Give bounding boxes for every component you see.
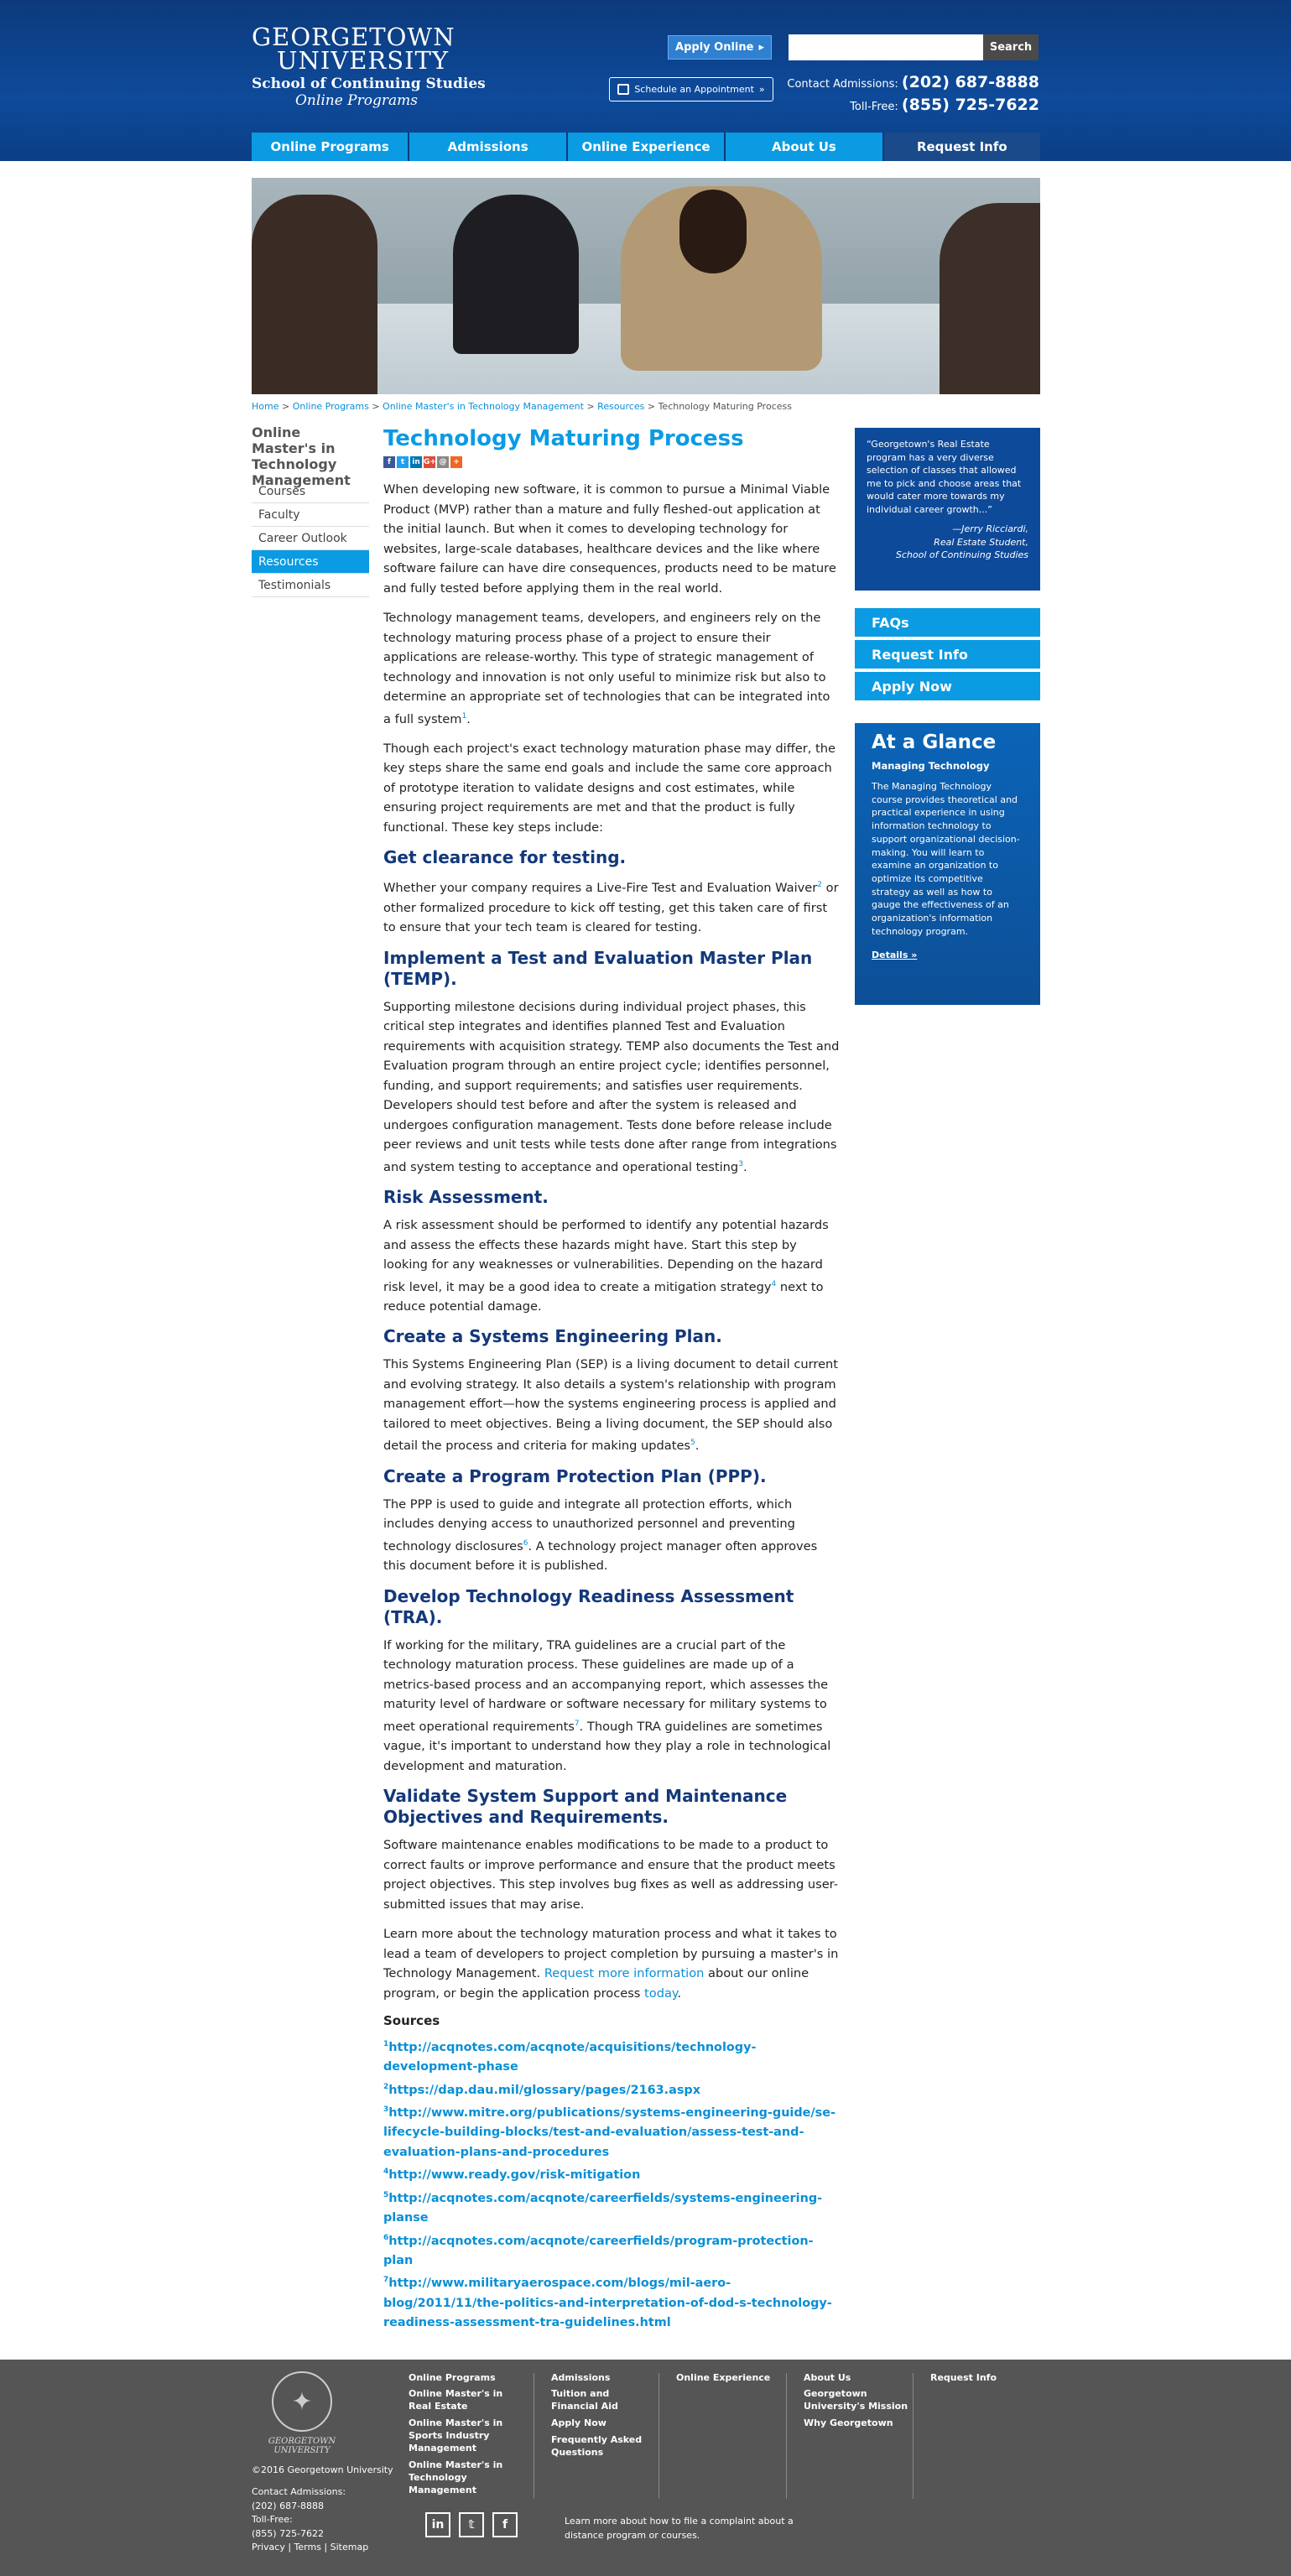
footer-tuition-link[interactable]: Tuition and Financial Aid	[551, 2388, 618, 2412]
hero-image	[252, 178, 1040, 394]
source-number: 5	[383, 2190, 389, 2199]
more-share-icon[interactable]: +	[450, 456, 462, 468]
sidebar-nav	[252, 480, 369, 597]
source-item[interactable]	[383, 2162, 841, 2185]
calendar-icon	[617, 84, 629, 95]
sidebar-item-resources[interactable]: Resources	[252, 550, 369, 574]
final-text-b: about our online program, or begin the application process	[383, 1966, 809, 2001]
sidebar-item-testimonials[interactable]: Testimonials	[252, 574, 369, 597]
heading-tra: Develop Technology Readiness Assessment (TRA).	[383, 1585, 794, 1627]
quote-school: School of Continuing Studies	[895, 549, 1028, 560]
temp-text: Supporting milestone decisions during individual project phases, this critical step integrates and identifies planned Test and Evaluation requirements with acquisition strategy. TEMP also documents the Test and Evaluation program through an entire project cycle; identifies personnel, funding, and support requirements; and satisfies user requirements. Developers should test before and after the system is released and undergoes configuration management. Tests done before release include peer reviews and unit tests while tests done after range from integrations and system testing to acceptance and operational testing	[383, 999, 840, 1174]
facebook-icon[interactable]: f	[492, 2512, 518, 2537]
facebook-share-icon[interactable]: f	[383, 456, 395, 468]
quote-author: —Jerry Ricciardi,	[952, 523, 1028, 534]
source-link[interactable]: http://acqnotes.com/acqnote/careerfields/program-protection-plan	[383, 2234, 814, 2267]
source-number: 3	[383, 2105, 389, 2115]
georgetown-logo[interactable]	[252, 25, 486, 109]
footer-contact-label: Contact Admissions:	[252, 2486, 346, 2497]
breadcrumb	[252, 401, 792, 412]
heading-risk: Risk Assessment.	[383, 1187, 549, 1208]
final-text-c: .	[677, 1985, 682, 2001]
sidebar-item-career-outlook[interactable]: Career Outlook	[252, 527, 369, 550]
article	[383, 424, 841, 2334]
source-link[interactable]: http://acqnotes.com/acqnote/acquisitions/technology-development-phase	[383, 2040, 757, 2074]
paragraph-clearance	[383, 876, 841, 937]
footnote-ref[interactable]: 1	[461, 711, 467, 721]
hero-person-center-left	[453, 195, 579, 354]
footer-why-georgetown-link[interactable]: Why Georgetown	[804, 2417, 893, 2428]
twitter-share-icon[interactable]: t	[397, 456, 409, 468]
footer-apply-now-link[interactable]: Apply Now	[551, 2417, 606, 2428]
linkedin-icon[interactable]: in	[425, 2512, 450, 2537]
footnote-ref[interactable]: 2	[817, 881, 823, 890]
share-bar	[383, 456, 841, 468]
breadcrumb-separator: >	[583, 401, 598, 412]
heading-clearance: Get clearance for testing.	[383, 847, 627, 868]
source-number: 4	[383, 2167, 389, 2177]
risk-text-a: A risk assessment should be performed to identify any potential hazards and assess the effects these hazards might have. Start this step by looking for any weaknesses or vulnerabilities. Depending on the hazard risk level, it may be a good idea to create a mitigation strategy	[383, 1218, 829, 1294]
footer-technology-link[interactable]: Online Master's in Technology Management	[409, 2459, 503, 2495]
ppp-text-a: The PPP is used to guide and integrate all protection efforts, which includes denying access to unauthorized personnel and preventing technology disclosures	[383, 1496, 795, 1553]
quote-role: Real Estate Student,	[934, 536, 1028, 548]
tra-text-a: If working for the military, TRA guidelines are a crucial part of the technology maturation process. These guidelines are made up of a metrics-based process and an accompanying report, which assesses the maturity level of hardware or software necessary for military systems to meet operational requirements	[383, 1637, 829, 1734]
nav-admissions[interactable]: Admissions	[409, 133, 567, 161]
final-text-a: Learn more about the technology maturation process and what it takes to lead a team of developers to project completion by pursuing a master's in Technology Management.	[383, 1927, 839, 1981]
clearance-text-b: or other formalized procedure to kick off testing, get this taken care of first to ensure that your tech team is cleared for testing.	[383, 881, 839, 935]
heading-validate: Validate System Support and Maintenance Objectives and Requirements.	[383, 1786, 788, 1828]
risk-text-b: next to reduce potential damage.	[383, 1279, 824, 1314]
source-item[interactable]	[383, 2271, 841, 2333]
glance-subtitle: Managing Technology	[872, 760, 990, 772]
heading-temp: Implement a Test and Evaluation Master Plan (TEMP).	[383, 947, 813, 989]
breadcrumb-home[interactable]: Home	[252, 401, 279, 412]
footer-university-name: GEORGETOWN UNIVERSITY	[268, 2437, 336, 2455]
breadcrumb-resources[interactable]: Resources	[597, 401, 645, 412]
footer-col-online-programs	[409, 2371, 526, 2501]
footer-col-about-us	[804, 2371, 921, 2433]
breadcrumb-separator: >	[644, 401, 659, 412]
source-number: 7	[383, 2276, 389, 2285]
nav-online-experience[interactable]: Online Experience	[568, 133, 726, 161]
footer-logo[interactable]	[252, 2371, 352, 2455]
sidebar-item-faculty[interactable]: Faculty	[252, 503, 369, 527]
source-item[interactable]	[383, 2186, 841, 2229]
hero-person-left	[252, 195, 377, 394]
footnote-ref[interactable]: 5	[690, 1439, 695, 1448]
apply-online-label: Apply Online	[675, 41, 754, 54]
university-seal-icon: ✦	[272, 2371, 332, 2432]
chevron-right-icon: ▸	[758, 41, 764, 54]
at-a-glance-box	[855, 723, 1040, 1005]
sources-heading: Sources	[383, 2013, 440, 2029]
quote-text: “Georgetown's Real Estate program has a very diverse selection of classes that allowed me to pick and choose areas that would cater more towards my individual career growth...”	[867, 439, 1022, 515]
footer-admissions-link[interactable]: Admissions	[551, 2372, 611, 2383]
paragraph-validate: Software maintenance enables modifications to be made to a product to correct faults or improve performance and ensure that the product meets project objectives. This step involves bug fixes as well as addressing user-submitted issues that may arise.	[383, 1838, 839, 1912]
footnote-ref[interactable]: 7	[574, 1719, 580, 1728]
footnote-ref[interactable]: 6	[523, 1538, 528, 1548]
hero-person-center-head	[679, 190, 747, 273]
footer-legal-links[interactable]: Privacy | Terms | Sitemap	[252, 2542, 369, 2553]
footer-online-experience-link[interactable]: Online Experience	[676, 2372, 771, 2383]
paragraph-3: Though each project's exact technology maturation phase may differ, the key steps share the same end goals and include the same core approach of prototype iteration to validate designs and cost estimates, while ensuring project requirements are met and that the product is fully functional. These key steps include:	[383, 741, 836, 835]
footer-online-programs-link[interactable]: Online Programs	[409, 2372, 496, 2383]
heading-ppp: Create a Program Protection Plan (PPP).	[383, 1465, 767, 1486]
footer-mission-link[interactable]: Georgetown University's Mission	[804, 2388, 908, 2412]
breadcrumb-separator: >	[368, 401, 383, 412]
source-number: 2	[383, 2082, 389, 2091]
breadcrumb-current: Technology Maturing Process	[658, 401, 792, 412]
nav-about-us[interactable]: About Us	[726, 133, 883, 161]
breadcrumb-online-programs[interactable]: Online Programs	[292, 401, 369, 412]
main-nav	[252, 133, 1040, 161]
intro-paragraph: When developing new software, it is common to pursue a Minimal Viable Product (MVP) rather than a mature and fully fleshed-out application at the initial launch. But when it comes to developing technology for websites, large-scale databases, healthcare devices and the like where software failure can have dire consequences, products need to be mature and fully tested before applying them in the real world.	[383, 482, 836, 596]
email-share-icon[interactable]: @	[437, 456, 449, 468]
source-number: 1	[383, 2040, 389, 2049]
footer-tollfree-label: Toll-Free:	[252, 2514, 293, 2525]
sep-text: This Systems Engineering Plan (SEP) is a living document to detail current and evolving strategy. It also details a system's relationship with program management effort—how the systems engineering process is applied and tailored to meet objectives. Being a living document, the SEP should also detail the process and criteria for making updates	[383, 1357, 839, 1454]
sidebar-title: Online Master's in Technology Management	[252, 424, 351, 488]
tollfree-label: Toll-Free:	[850, 101, 898, 113]
side-links	[855, 608, 1040, 704]
source-link[interactable]: http://www.mitre.org/publications/systems-engineering-guide/se-lifecycle-building-blocks/test-and-evaluation/assess-test-and-evaluation-plans-and-procedures	[383, 2105, 836, 2159]
sources-list	[383, 2035, 841, 2334]
paragraph-tra	[383, 1636, 841, 1776]
footer-real-estate-link[interactable]: Online Master's in Real Estate	[409, 2388, 503, 2412]
footer-col-request-info	[930, 2371, 1031, 2387]
footer-tollfree-phone[interactable]: (855) 725-7622	[252, 2527, 325, 2539]
hero-person-right	[940, 203, 1040, 394]
logo-line-2: UNIVERSITY	[277, 46, 450, 75]
quote-attribution	[867, 523, 1028, 562]
site-header	[0, 0, 1291, 161]
footnote-ref[interactable]: 4	[771, 1279, 777, 1288]
logo-line-4: Online Programs	[295, 92, 418, 109]
footer-about-us-link[interactable]: About Us	[804, 2372, 851, 2383]
footer-faq-link[interactable]: Frequently Asked Questions	[551, 2434, 643, 2458]
footnote-ref[interactable]: 3	[738, 1159, 743, 1168]
googleplus-share-icon[interactable]: G+	[424, 458, 436, 466]
glance-text: The Managing Technology course provides theoretical and practical experience in using information technology to support organizational decision-making. You will learn to examine an organization to optimize its competitive strategy as well as how to gauge the effectiveness of an organization's information technology program.	[872, 781, 1020, 937]
paragraph-final	[383, 1924, 841, 2003]
source-item[interactable]	[383, 2229, 841, 2272]
contact-admissions-label: Contact Admissions:	[787, 78, 898, 91]
faqs-button[interactable]: FAQs	[855, 608, 1040, 637]
site-footer	[0, 2360, 1291, 2576]
nav-online-programs[interactable]: Online Programs	[252, 133, 409, 161]
sidebar-item-courses[interactable]: Courses	[252, 480, 369, 503]
source-link[interactable]: http://www.ready.gov/risk-mitigation	[388, 2168, 641, 2183]
heading-sep: Create a Systems Engineering Plan.	[383, 1326, 722, 1347]
testimonial-quote	[855, 428, 1040, 591]
source-link[interactable]: http://www.militaryaerospace.com/blogs/mil-aero-blog/2011/11/the-politics-and-interpretation-of-dod-s-technology-readiness-assessment-tra-guidelines.html	[383, 2277, 832, 2330]
apply-today-link[interactable]: today	[644, 1985, 678, 2001]
glance-title: At a Glance	[872, 731, 997, 753]
footer-col-online-experience	[676, 2371, 785, 2387]
paragraph-ppp	[383, 1495, 841, 1576]
schedule-appointment-button[interactable]	[609, 77, 773, 101]
source-link[interactable]: http://acqnotes.com/acqnote/careerfields/systems-engineering-planse	[383, 2191, 823, 2225]
source-item[interactable]	[383, 2078, 841, 2100]
paragraph-2: Technology management teams, developers, and engineers rely on the technology maturing process phase of a project to ensure their applications are release-worthy. This type of strategic management of technology and innovation is not only useful to minimize risk but also to determine an appropriate set of technologies that can be integrated into a full system$^1$.	[383, 611, 830, 726]
twitter-icon[interactable]: 𝕥	[459, 2512, 484, 2537]
double-chevron-icon: »	[758, 84, 765, 95]
nav-request-info[interactable]: Request Info	[884, 133, 1040, 161]
request-more-information-link[interactable]: Request more information	[544, 1966, 705, 1981]
breadcrumb-separator: >	[279, 401, 293, 412]
source-number: 6	[383, 2233, 389, 2242]
footer-contact-phone[interactable]: (202) 687-8888	[252, 2500, 325, 2511]
request-info-button[interactable]: Request Info	[855, 640, 1040, 669]
search-input[interactable]	[789, 34, 983, 60]
paragraph-temp: Supporting milestone decisions during individual project phases, this critical step integrates and identifies planned Test and Evaluation requirements with acquisition strategy. TEMP also documents the Test and Evaluation program through an entire project cycle; identifies personnel, funding, and support requirements; and satisfies user requirements. Developers should test before and after the system is released and undergoes configuration management. Tests done before release include peer reviews and unit tests while tests done after range from integrations and system testing to acceptance and operational testing$^3$.	[383, 999, 840, 1174]
tra-text-b: . Though TRA guidelines are sometimes vague, it's important to understand how they play a role in technological development and maturation.	[383, 1719, 831, 1773]
footer-sports-link[interactable]: Online Master's in Sports Industry Management	[409, 2417, 503, 2454]
footer-request-info-link[interactable]: Request Info	[930, 2372, 997, 2383]
tollfree-phone[interactable]: (855) 725-7622	[901, 96, 1039, 114]
ppp-text-b: . A technology project manager often approves this document before it is published.	[383, 1538, 818, 1574]
linkedin-share-icon[interactable]: in	[410, 456, 422, 468]
glance-details-link[interactable]: Details »	[872, 950, 918, 961]
apply-online-button[interactable]	[668, 35, 772, 60]
paragraph-risk	[383, 1215, 841, 1316]
source-item[interactable]	[383, 2035, 841, 2078]
apply-now-button[interactable]: Apply Now	[855, 672, 1040, 700]
logo-line-1: GEORGETOWN	[252, 23, 455, 51]
appointment-label: Schedule an Appointment	[634, 84, 754, 95]
footer-divider	[786, 2373, 787, 2499]
paragraph-sep: This Systems Engineering Plan (SEP) is a living document to detail current and evolving strategy. It also details a system's relationship with program management effort—how the systems engineering process is applied and tailored to meet objectives. Being a living document, the SEP should also detail the process and criteria for making updates$^5$.	[383, 1357, 839, 1454]
footer-divider	[913, 2373, 914, 2499]
logo-line-3: School of Continuing Studies	[252, 75, 486, 92]
footer-copyright: ©2016 Georgetown University	[252, 2464, 393, 2475]
paragraph-2-text: Technology management teams, developers, and engineers rely on the technology maturing process phase of a project to ensure their applications are release-worthy. This type of strategic management of technology and innovation is not only useful to minimize risk but also to determine an appropriate set of technologies that can be integrated into a full system	[383, 611, 830, 726]
source-link[interactable]: https://dap.dau.mil/glossary/pages/2163.aspx	[388, 2083, 700, 2097]
breadcrumb-masters[interactable]: Online Master's in Technology Management	[383, 401, 584, 412]
footer-col-admissions	[551, 2371, 652, 2463]
source-item[interactable]	[383, 2100, 841, 2162]
header-contact	[787, 72, 1039, 117]
footer-social	[425, 2512, 518, 2537]
search-button[interactable]: Search	[983, 34, 1039, 60]
footer-contact	[252, 2485, 346, 2541]
clearance-text-a: Whether your company requires a Live-Fire Test and Evaluation Waiver	[383, 881, 818, 896]
page-title: Technology Maturing Process	[383, 426, 744, 451]
footer-complaint-link[interactable]: Learn more about how to file a complaint about a distance program or courses.	[565, 2516, 794, 2541]
contact-admissions-phone[interactable]: (202) 687-8888	[901, 73, 1039, 91]
